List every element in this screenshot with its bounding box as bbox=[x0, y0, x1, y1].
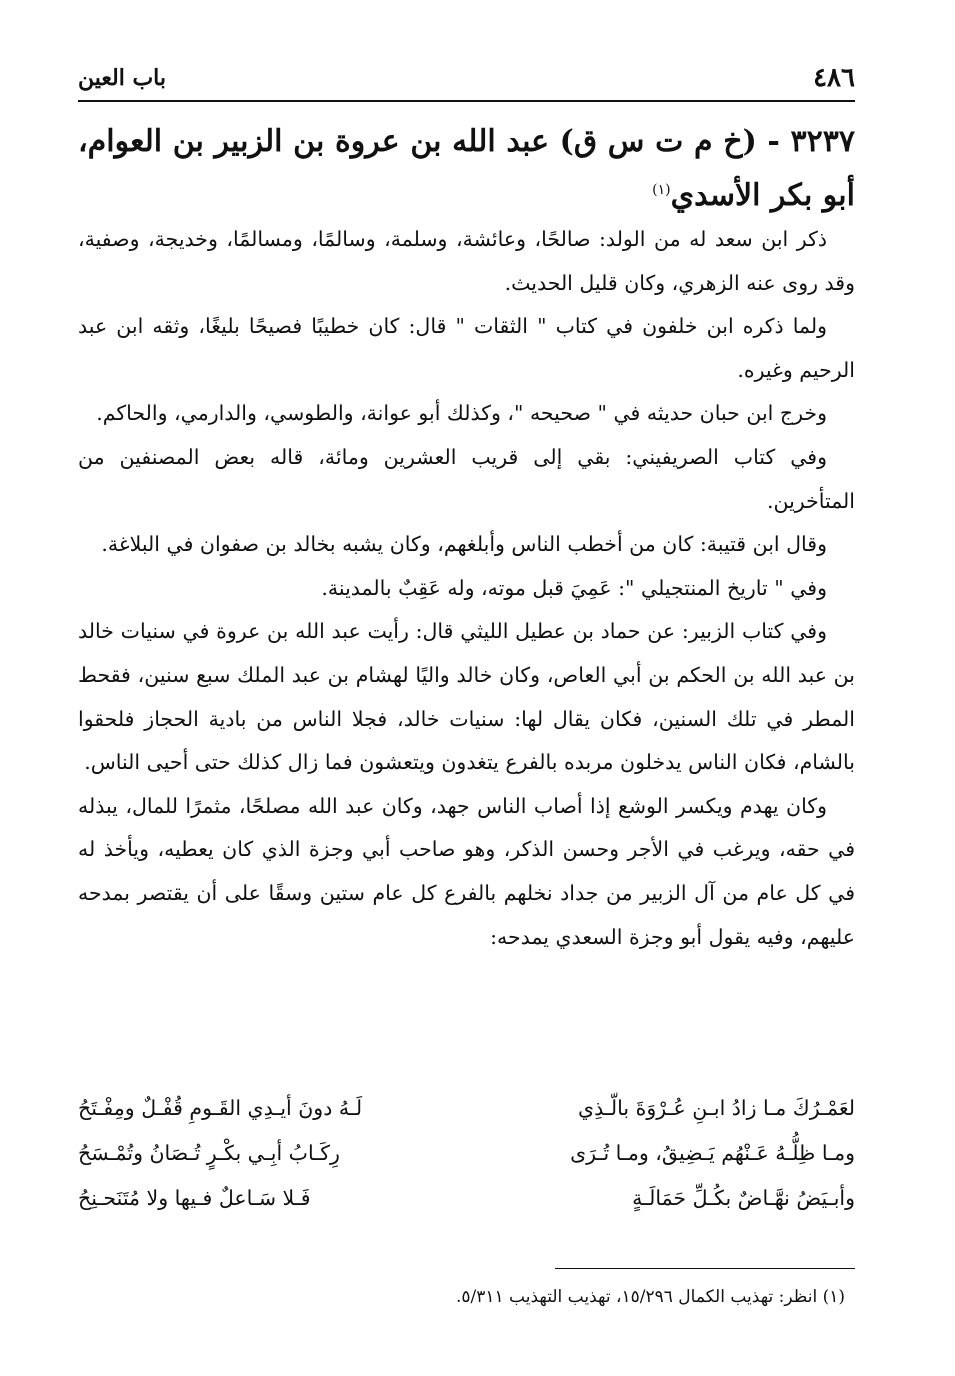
verse-second-hemistich: فَـلا سَـاعلٌ فـيها ولا مُتَنَحـنِحُ bbox=[78, 1186, 311, 1210]
paragraph: ذكر ابن سعد له من الولد: صالحًا، وعائشة، وسلمة، وسالمًا، ومسالمًا، وخديجة، وصفية، وقد روى عنه الزهري، وكان قليل الحديث. bbox=[78, 227, 855, 295]
poem-verse bbox=[78, 1086, 855, 1131]
paragraph: وفي كتاب الصريفيني: بقي إلى قريب العشرين ومائة، قاله بعض المصنفين من المتأخرين. bbox=[78, 444, 855, 513]
chapter-title: باب العين bbox=[78, 65, 167, 91]
poem-verse bbox=[78, 1131, 855, 1176]
verse-first-hemistich: لعَمْـرُكَ مـا زادُ ابـنِ عُـرْوَةَ بالّـذِي bbox=[578, 1096, 855, 1120]
entry-body bbox=[78, 218, 855, 959]
paragraph: ولما ذكره ابن خلفون في كتاب " الثقات " قال: كان خطيبًا فصيحًا بليغًا، وثقه ابن عبد الرحيم وغيره. bbox=[78, 314, 855, 382]
entry-title bbox=[78, 118, 855, 220]
paragraph: وخرج ابن حبان حديثه في " صحيحه "، وكذلك أبو عوانة، والطوسي، والدارمي، والحاكم. bbox=[96, 401, 827, 426]
footnote bbox=[78, 1280, 845, 1314]
verse-first-hemistich: ومـا ظِلُّـهُ عَـنْهُم يَـضِيقُ، ومـا تُـرَى bbox=[570, 1141, 855, 1165]
paragraph: وكان يهدم ويكسر الوشع إذا أصاب الناس جهد، وكان عبد الله مصلحًا، مثمرًا للمال، يبذله في حقه، ويرغب في الأجر وحسن الذكر، وهو صاحب أبي وجزة الذي كان يعطيه، ويأخذ له في كل عام من آل الزبير من جداد نخلهم بالفرع كل عام ستين وسقًا على أن يقتصر بمدحه عليهم، وفيه يقول أبو وجزة السعدي يمدحه: bbox=[78, 793, 855, 949]
poem bbox=[78, 1086, 855, 1221]
page-header bbox=[78, 56, 855, 102]
verse-second-hemistich: لَـهُ دونَ أيـدِي القَـومِ قُفْـلٌ ومِفْـتَحُ bbox=[78, 1096, 363, 1120]
paragraph: وفي " تاريخ المنتجيلي ": عَمِيَ قبل موته، وله عَقِبٌ بالمدينة. bbox=[321, 575, 827, 600]
entry-title-text: ٣٢٣٧ - (خ م ت س ق) عبد الله بن عروة بن الزبير بن العوام، أبو بكر الأسدي bbox=[78, 124, 855, 213]
footnote-reference: (١) bbox=[652, 182, 671, 198]
verse-second-hemistich: رِكَـابُ أبِـي بكْـرٍ تُـصَانُ وتُمْـسَحُ bbox=[78, 1141, 340, 1165]
paragraph: وفي كتاب الزبير: عن حماد بن عطيل الليثي قال: رأيت عبد الله بن عروة في سنيات خالد بن عبد الله بن الحكم بن أبي العاص، وكان خالد واليًا لهشام بن عبد الملك سبع سنين، فقحط المطر في تلك السنين، فكان يقال لها: سنيات خالد، فجلا الناس من بادية الحجاز فلحقوا بالشام، فكان الناس يدخلون مربده بالفرع يتغدون ويتعشون فما زال كذلك حتى أحيى الناس. bbox=[78, 619, 855, 775]
paragraph: وقال ابن قتيبة: كان من أخطب الناس وأبلغهم، وكان يشبه بخالد بن صفوان في البلاغة. bbox=[101, 532, 827, 557]
poem-verse bbox=[78, 1176, 855, 1221]
verse-first-hemistich: وأبـيَضُ نهَّـاضٌ بكُـلِّ حَمَالَـةٍ bbox=[632, 1186, 855, 1210]
page-number: ٤٨٦ bbox=[813, 63, 855, 93]
footnote-divider bbox=[555, 1268, 855, 1269]
footnote-text: (١) انظر: تهذيب الكمال ١٥/٢٩٦، تهذيب التهذيب ٥/٣١١. bbox=[455, 1287, 845, 1307]
